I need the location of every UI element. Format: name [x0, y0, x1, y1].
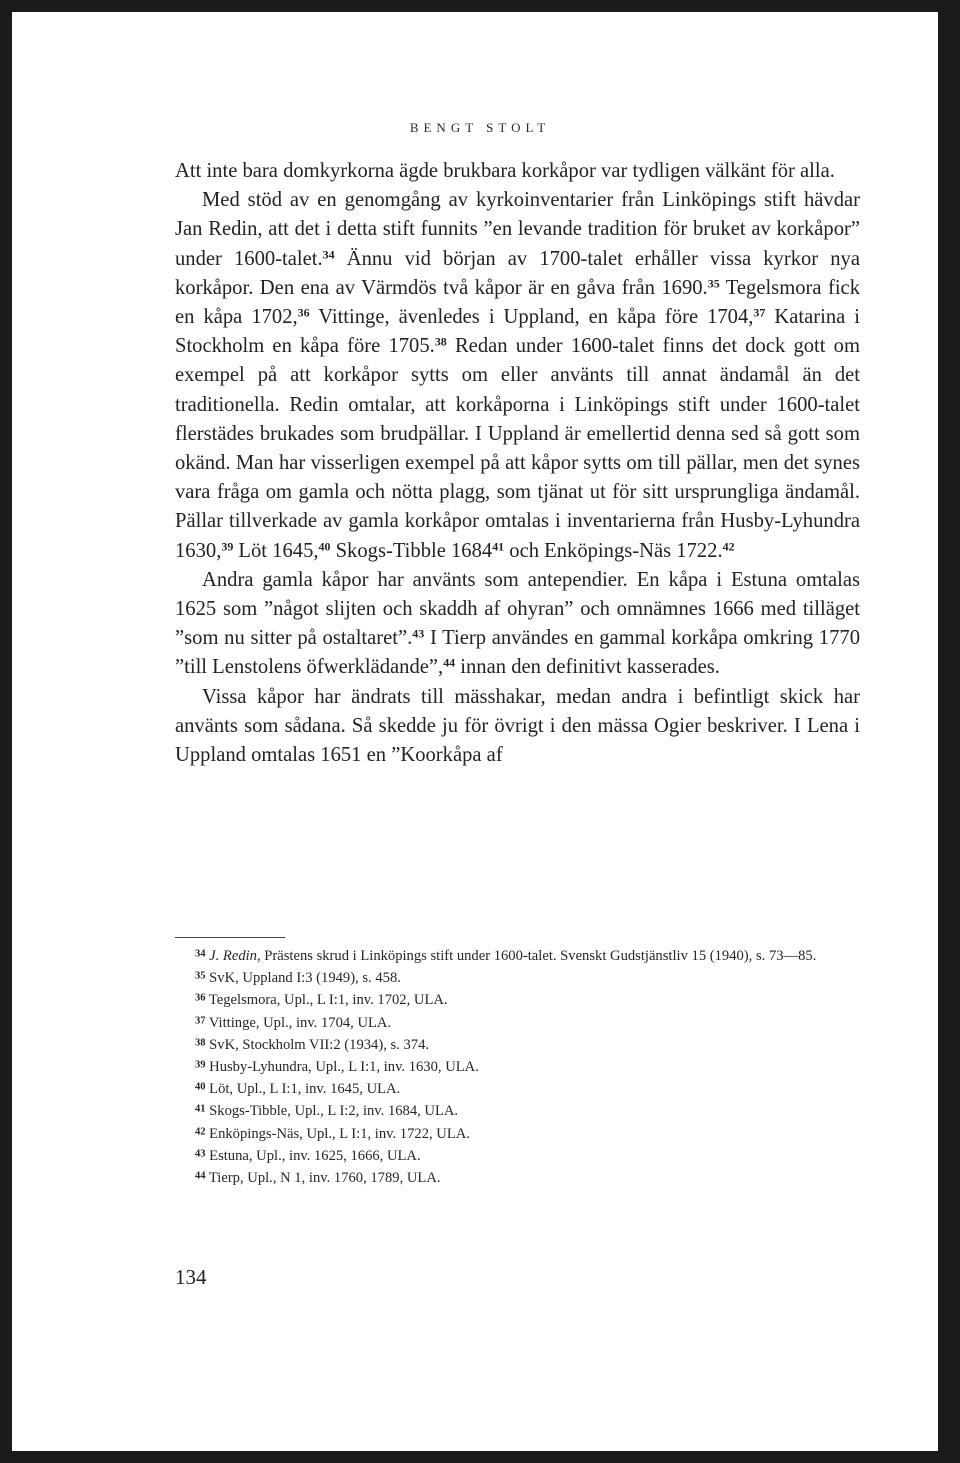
footnote-number: 40 [195, 1081, 206, 1093]
text-run: Andra gamla kåpor har använts som antependier. En kåpa i Estuna omtalas 1625 som ”något slijten och skaddh af ohyran” och omnämnes 1666 med tilläget ”som nu sitter på ostaltaret”. [175, 568, 860, 650]
footnote [175, 945, 860, 967]
footnote [175, 989, 860, 1011]
footnote-number: 36 [195, 992, 206, 1004]
footnote-number: 39 [195, 1059, 206, 1071]
footnote-reference: 41 [492, 539, 505, 554]
footnote [175, 1034, 860, 1056]
text-run: Skogs-Tibble 1684 [330, 539, 493, 562]
text-run: Ännu vid början av 1700-talet erhåller vissa kyrkor nya korkåpor. Den ena av Värmdös två kåpor är en gåva från 1690. [175, 247, 860, 299]
footnote-reference: 42 [722, 539, 735, 554]
footnote-text: SvK, Uppland I:3 (1949), s. 458. [209, 970, 401, 987]
text-run: innan den definitivt kasserades. [455, 656, 720, 679]
paragraph [175, 683, 860, 771]
footnote-reference: 38 [434, 334, 447, 349]
main-text [175, 157, 860, 770]
footnote [175, 967, 860, 989]
footnote-text: Tierp, Upl., N 1, inv. 1760, 1789, ULA. [208, 1170, 441, 1187]
footnote-text: Prästens skrud i Linköpings stift under 1600-talet. Svenskt Gudstjänstliv 15 (1940), s. 73—85. [260, 948, 817, 964]
footnote-author: J. Redin, [209, 948, 261, 964]
paragraph [175, 566, 860, 683]
footnote-reference: 35 [707, 276, 720, 291]
footnote [175, 1100, 860, 1122]
footnote-reference: 37 [753, 305, 766, 320]
footnote-reference: 40 [318, 539, 331, 554]
footnote-reference: 43 [412, 626, 425, 641]
text-run: Tegelsmora fick en kåpa 1702, [175, 276, 860, 329]
footnote-text: Vittinge, Upl., inv. 1704, ULA. [208, 1014, 392, 1031]
text-run: och Enköpings-Näs 1722. [504, 539, 723, 562]
footnote [175, 1145, 860, 1167]
footnote-number: 44 [195, 1170, 206, 1182]
footnote-reference: 36 [297, 305, 310, 320]
footnote-number: 38 [195, 1037, 206, 1049]
text-run: Löt 1645, [233, 539, 319, 562]
footnote-text: Estuna, Upl., inv. 1625, 1666, ULA. [209, 1147, 421, 1164]
footnote [175, 1123, 860, 1145]
paragraph [175, 186, 860, 566]
footnote [175, 1167, 860, 1189]
footnote-text: SvK, Stockholm VII:2 (1934), s. 374. [209, 1036, 430, 1053]
footnote-reference: 44 [443, 655, 456, 670]
footnote-number: 41 [195, 1103, 206, 1115]
text-run: I Tierp användes en gammal korkåpa omkring 1770 ”till Lenstolens öfwerklädande”, [175, 627, 860, 679]
footnote-number: 37 [195, 1014, 206, 1026]
text-run: Katarina i Stockholm en kåpa före 1705. [175, 306, 860, 358]
footnote-reference: 39 [221, 539, 234, 554]
footnote-number: 43 [195, 1148, 206, 1160]
text-run: Vissa kåpor har ändrats till mässhakar, medan andra i befintligt skick har använts som sådana. Så skedde ju för övrigt i den mässa Ogier beskriver. I Lena i Uppland omtalas 1651 en ”Koorkåpa af [175, 685, 860, 767]
paragraph [175, 157, 860, 186]
footnote-text: Skogs-Tibble, Upl., L I:2, inv. 1684, ULA. [209, 1103, 459, 1120]
footnote-text: Enköpings-Näs, Upl., L I:1, inv. 1722, ULA. [209, 1125, 470, 1142]
footnotes [175, 945, 860, 1189]
footnote [175, 1056, 860, 1078]
running-head: BENGT STOLT [409, 120, 551, 135]
text-run: Redan under 1600-talet finns det dock gott om exempel på att korkåpor sytts om eller använts till annat ändamål än det traditionella. Redin omtalar, att korkåporna i Linköpings stift under 1600-talet flerstädes brukades som brudpällar. I Uppland är emellertid denna sed så gott som okänd. Man har visserligen exempel på att kåpor sytts om till pällar, men det synes vara fråga om gamla och nötta plagg, som tjänat ut för sitt ursprungliga ändamål. Pällar tillverkade av gamla korkåpor omtalas i inventarierna från Husby-Lyhundra 1630, [175, 335, 860, 562]
footnote-text: Tegelsmora, Upl., L I:1, inv. 1702, ULA. [208, 992, 448, 1009]
footnote-number: 35 [195, 970, 206, 982]
footnote-reference: 34 [322, 247, 335, 262]
text-run: Att inte bara domkyrkorna ägde brukbara korkåpor var tydligen välkänt för alla. [175, 160, 835, 182]
footnote-separator [175, 937, 285, 938]
text-run: Med stöd av en genomgång av kyrkoinventarier från Linköpings stift hävdar Jan Redin, att det i detta stift funnits ”en levande tradition för bruket av korkåpor” under 1600-talet. [175, 189, 860, 270]
text-run: Vittinge, ävenledes i Uppland, en kåpa före 1704, [309, 306, 754, 329]
page-number: 134 [175, 1265, 207, 1289]
footnote [175, 1012, 860, 1034]
footnote-number: 34 [195, 948, 206, 960]
footnote-number: 42 [195, 1125, 206, 1137]
footnote [175, 1078, 860, 1100]
footnote-text: Löt, Upl., L I:1, inv. 1645, ULA. [209, 1081, 401, 1098]
footnote-text: Husby-Lyhundra, Upl., L I:1, inv. 1630, ULA. [209, 1059, 479, 1076]
